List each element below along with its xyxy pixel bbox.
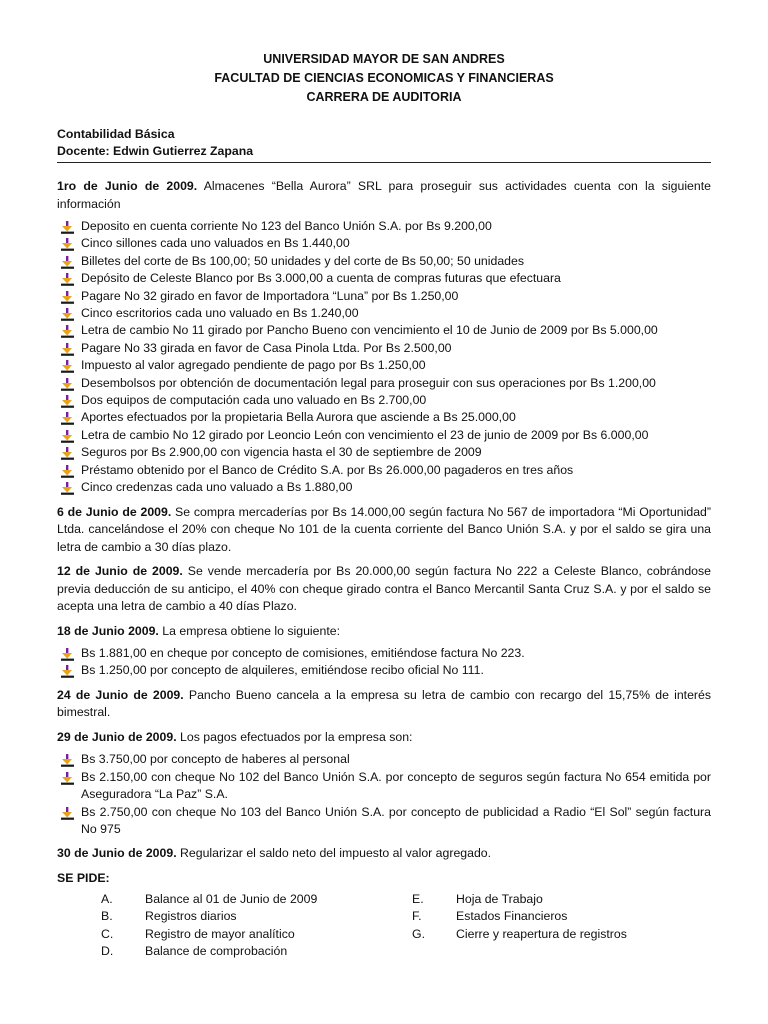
list-item: Seguros por Bs 2.900,00 con vigencia hasta el 30 de septiembre de 2009 <box>57 444 711 461</box>
requirements-grid <box>101 891 711 961</box>
req-text: Estados Financieros <box>456 909 568 924</box>
header-divider <box>57 162 711 163</box>
initial-info-list <box>57 218 711 497</box>
arrow-bullet-icon <box>61 308 74 321</box>
req-letter: A. <box>101 891 113 906</box>
career-name: CARRERA DE AUDITORIA <box>306 90 462 104</box>
arrow-bullet-icon <box>61 291 74 304</box>
arrow-bullet-icon <box>61 807 74 820</box>
section-june-24 <box>57 687 711 722</box>
req-text: Registros diarios <box>145 909 237 924</box>
section-june-6 <box>57 504 711 557</box>
section-date: 30 de Junio de 2009. <box>57 846 177 861</box>
list-item: Aportes efectuados por la propietaria Bella Aurora que asciende a Bs 25.000,00 <box>57 409 711 426</box>
arrow-bullet-icon <box>61 395 74 408</box>
section-date: 12 de Junio de 2009. <box>57 564 183 578</box>
section-june-18 <box>57 623 711 641</box>
list-item: Préstamo obtenido por el Banco de Crédito S.A. por Bs 26.000,00 pagaderos en tres años <box>57 462 711 479</box>
req-letter: B. <box>101 909 113 924</box>
arrow-bullet-icon <box>61 447 74 460</box>
requirements-section <box>57 871 711 961</box>
list-item: Deposito en cuenta corriente No 123 del Banco Unión S.A. por Bs 9.200,00 <box>57 218 711 235</box>
req-text: Registro de mayor analítico <box>145 926 295 941</box>
list-item: Desembolsos por obtención de documentación legal para proseguir con sus operaciones por Bs 1.200,00 <box>57 375 711 392</box>
arrow-bullet-icon <box>61 482 74 495</box>
arrow-bullet-icon <box>61 648 74 661</box>
req-text: Balance de comprobación <box>145 944 288 959</box>
arrow-bullet-icon <box>61 325 74 338</box>
section-text: La empresa obtiene lo siguiente: <box>158 623 341 638</box>
section-text: Se vende mercadería por Bs 20.000,00 según factura No 222 a Celeste Blanco, cobrándose previa deducción de su anticipo, el 40% con cheque girado contra el Banco Mercantil Santa Cruz S.A. y por el saldo se acepta una letra de cambio a 40 días Plazo. <box>57 564 711 613</box>
faculty-name: FACULTAD DE CIENCIAS ECONOMICAS Y FINANCIERAS <box>214 71 554 85</box>
university-name: UNIVERSIDAD MAYOR DE SAN ANDRES <box>263 52 505 66</box>
list-item: Impuesto al valor agregado pendiente de pago por Bs 1.250,00 <box>57 357 711 374</box>
list-item: Pagare No 32 girado en favor de Importadora “Luna” por Bs 1.250,00 <box>57 288 711 305</box>
req-letter: E. <box>412 891 424 906</box>
arrow-bullet-icon <box>61 665 74 678</box>
section-june-1 <box>57 178 711 213</box>
list-item: Bs 2.750,00 con cheque No 103 del Banco Unión S.A. por concepto de publicidad a Radio “El Sol” según factura No 975 <box>57 804 711 839</box>
document-page <box>57 50 711 961</box>
list-item: Bs 1.250,00 por concepto de alquileres, emitiéndose recibo oficial No 111. <box>57 662 711 679</box>
section-text: Almacenes “Bella Aurora” SRL para proseguir sus actividades cuenta con la siguiente información <box>57 179 711 211</box>
list-item: Bs 3.750,00 por concepto de haberes al personal <box>57 751 711 768</box>
list-item: Cinco credenzas cada uno valuado a Bs 1.880,00 <box>57 479 711 496</box>
list-item: Cinco sillones cada uno valuados en Bs 1.440,00 <box>57 235 711 252</box>
arrow-bullet-icon <box>61 772 74 785</box>
arrow-bullet-icon <box>61 273 74 286</box>
section-date: 24 de Junio de 2009. <box>57 687 184 702</box>
income-list <box>57 645 711 680</box>
course-info <box>57 126 711 160</box>
arrow-bullet-icon <box>61 221 74 234</box>
req-letter: G. <box>412 926 425 941</box>
req-letter: F. <box>412 909 422 924</box>
arrow-bullet-icon <box>61 754 74 767</box>
arrow-bullet-icon <box>61 238 74 251</box>
section-date: 29 de Junio de 2009. <box>57 729 177 744</box>
section-june-12 <box>57 563 711 616</box>
arrow-bullet-icon <box>61 256 74 269</box>
list-item: Letra de cambio No 11 girado por Pancho Bueno con vencimiento el 10 de Junio de 2009 por Bs 5.000,00 <box>57 322 711 339</box>
requirements-title: SE PIDE: <box>57 870 110 885</box>
section-text: Pancho Bueno cancela a la empresa su letra de cambio con recargo del 15,75% de interés bimestral. <box>57 687 712 720</box>
req-text: Balance al 01 de Junio de 2009 <box>145 891 318 906</box>
course-teacher: Docente: Edwin Gutierrez Zapana <box>57 144 254 158</box>
req-letter: C. <box>101 926 114 941</box>
arrow-bullet-icon <box>61 360 74 373</box>
document-header <box>57 50 711 107</box>
section-june-30 <box>57 845 711 863</box>
req-text: Hoja de Trabajo <box>456 891 543 906</box>
section-date: 18 de Junio 2009. <box>57 623 159 638</box>
section-date: 6 de Junio de 2009. <box>57 504 172 519</box>
section-text: Regularizar el saldo neto del impuesto al valor agregado. <box>176 846 492 861</box>
list-item: Dos equipos de computación cada uno valuado en Bs 2.700,00 <box>57 392 711 409</box>
section-june-29 <box>57 729 711 747</box>
list-item: Depósito de Celeste Blanco por Bs 3.000,00 a cuenta de compras futuras que efectuara <box>57 270 711 287</box>
list-item: Bs 2.150,00 con cheque No 102 del Banco Unión S.A. por concepto de seguros según factura No 654 emitida por Aseguradora “La Paz” S.A. <box>57 769 711 804</box>
section-text: Los pagos efectuados por la empresa son: <box>176 729 413 744</box>
payments-list <box>57 751 711 838</box>
list-item: Cinco escritorios cada uno valuado en Bs 1.240,00 <box>57 305 711 322</box>
section-text: Se compra mercaderías por Bs 14.000,00 según factura No 567 de importadora “Mi Oportunidad” Ltda. cancelándose el 20% con cheque No 101 de la cuenta corriente del Banco Unión S.A. y por el saldo se gira una letra de cambio a 30 días plazo. <box>57 504 711 554</box>
req-letter: D. <box>101 944 114 959</box>
arrow-bullet-icon <box>61 378 74 391</box>
section-date: 1ro de Junio de 2009. <box>57 179 198 193</box>
arrow-bullet-icon <box>61 343 74 356</box>
arrow-bullet-icon <box>61 412 74 425</box>
list-item: Bs 1.881,00 en cheque por concepto de comisiones, emitiéndose factura No 223. <box>57 645 711 662</box>
list-item: Letra de cambio No 12 girado por Leoncio León con vencimiento el 23 de junio de 2009 por Bs 6.000,00 <box>57 427 711 444</box>
course-subject: Contabilidad Básica <box>57 127 175 141</box>
req-text: Cierre y reapertura de registros <box>456 926 627 941</box>
arrow-bullet-icon <box>61 430 74 443</box>
list-item: Billetes del corte de Bs 100,00; 50 unidades y del corte de Bs 50,00; 50 unidades <box>57 253 711 270</box>
list-item: Pagare No 33 girada en favor de Casa Pinola Ltda. Por Bs 2.500,00 <box>57 340 711 357</box>
arrow-bullet-icon <box>61 465 74 478</box>
